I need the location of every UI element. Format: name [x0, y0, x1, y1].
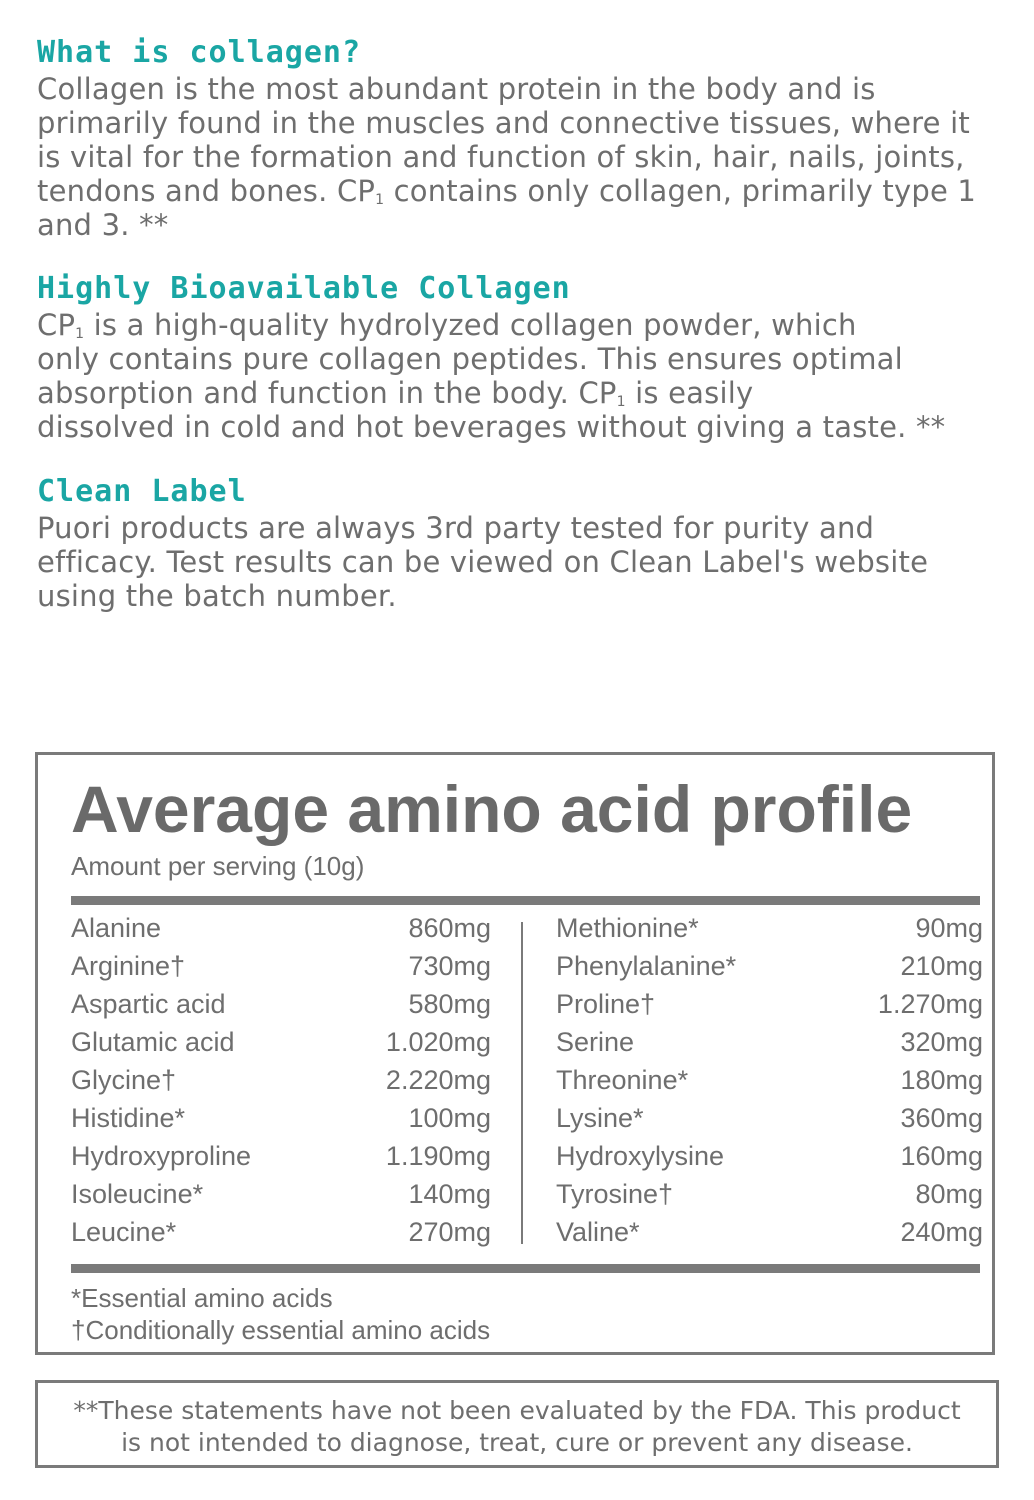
amino-row — [556, 1175, 983, 1213]
amino-row — [71, 947, 491, 985]
amino-name: Arginine† — [71, 951, 186, 981]
body-line: and 3. ** — [37, 208, 169, 242]
amino-name: Isoleucine* — [71, 1179, 204, 1209]
disclaimer-line: **These statements have not been evaluated by the FDA. This product — [73, 1396, 961, 1425]
amino-column-left — [71, 909, 491, 1251]
footnote-conditional: †Conditionally essential amino acids — [71, 1315, 491, 1345]
amino-amount: 320mg — [900, 1027, 983, 1057]
amino-row — [71, 1137, 491, 1175]
section-clean-label — [37, 475, 997, 613]
amino-row — [556, 947, 983, 985]
amino-name: Threonine* — [556, 1065, 689, 1095]
section-heading: Clean Label — [37, 474, 247, 509]
amino-footnotes — [71, 1282, 490, 1346]
amino-row — [556, 985, 983, 1023]
body-line: is vital for the formation and function of skin, hair, nails, joints, — [37, 140, 965, 174]
amino-name: Hydroxyproline — [71, 1141, 252, 1171]
amino-title: Average amino acid profile — [71, 772, 913, 846]
amino-row — [71, 1099, 491, 1137]
section-what-is-collagen — [37, 36, 997, 242]
amino-amount: 360mg — [900, 1103, 983, 1133]
amino-name: Histidine* — [71, 1103, 186, 1133]
amino-name: Hydroxylysine — [556, 1141, 725, 1171]
amino-amount: 1.020mg — [385, 1027, 491, 1057]
section-heading: What is collagen? — [37, 35, 362, 70]
section-body — [37, 72, 997, 242]
divider-top — [71, 896, 980, 905]
fda-disclaimer — [35, 1380, 999, 1468]
amino-name: Methionine* — [556, 913, 699, 943]
amino-amount: 1.190mg — [385, 1141, 491, 1171]
amino-subtitle: Amount per serving (10g) — [71, 851, 365, 881]
body-line: dissolved in cold and hot beverages without giving a taste. ** — [37, 410, 946, 444]
amino-row — [71, 1023, 491, 1061]
amino-name: Glycine† — [71, 1065, 177, 1095]
amino-amount: 580mg — [408, 989, 491, 1019]
amino-name: Alanine — [71, 913, 162, 943]
amino-row — [71, 909, 491, 947]
amino-amount: 2.220mg — [385, 1065, 491, 1095]
amino-amount: 1.270mg — [877, 989, 983, 1019]
amino-amount: 210mg — [900, 951, 983, 981]
amino-row — [556, 1137, 983, 1175]
amino-row — [556, 1213, 983, 1251]
amino-name: Aspartic acid — [71, 989, 226, 1019]
divider-bottom — [71, 1264, 980, 1273]
amino-name: Valine* — [556, 1217, 640, 1247]
section-body — [37, 308, 997, 444]
amino-name: Glutamic acid — [71, 1027, 235, 1057]
amino-name: Lysine* — [556, 1103, 644, 1133]
body-line: absorption and function in the body. $CP_1$ is easily — [37, 376, 754, 410]
amino-column-right — [556, 909, 983, 1251]
footnote-essential: *Essential amino acids — [71, 1283, 333, 1313]
amino-amount: 140mg — [408, 1179, 491, 1209]
amino-row — [71, 1061, 491, 1099]
amino-row — [71, 1175, 491, 1213]
amino-amount: 90mg — [915, 913, 983, 943]
subscript: 1 — [375, 192, 385, 208]
body-line: using the batch number. — [37, 579, 397, 613]
amino-name: Tyrosine† — [556, 1179, 674, 1209]
amino-name: Phenylalanine* — [556, 951, 737, 981]
section-body — [37, 511, 997, 613]
amino-name: Leucine* — [71, 1217, 177, 1247]
subscript: 1 — [75, 326, 85, 342]
amino-row — [71, 985, 491, 1023]
amino-row — [556, 1023, 983, 1061]
body-line: $CP_1$ is a high-quality hydrolyzed collagen powder, which — [37, 308, 857, 342]
amino-name: Proline† — [556, 989, 656, 1019]
amino-row — [556, 909, 983, 947]
body-line: Collagen is the most abundant protein in the body and is — [37, 72, 876, 106]
disclaimer-line: is not intended to diagnose, treat, cure or prevent any disease. — [121, 1428, 913, 1457]
amino-row — [556, 1061, 983, 1099]
subscript: 1 — [616, 394, 626, 410]
amino-row — [71, 1213, 491, 1251]
section-heading: Highly Bioavailable Collagen — [37, 271, 571, 306]
amino-row — [556, 1099, 983, 1137]
body-line: efficacy. Test results can be viewed on Clean Label's website — [37, 545, 929, 579]
body-line: primarily found in the muscles and connective tissues, where it — [37, 106, 970, 140]
amino-amount: 240mg — [900, 1217, 983, 1247]
amino-amount: 160mg — [900, 1141, 983, 1171]
amino-name: Serine — [556, 1027, 635, 1057]
amino-amount: 730mg — [408, 951, 491, 981]
body-line: only contains pure collagen peptides. This ensures optimal — [37, 342, 903, 376]
amino-amount: 180mg — [900, 1065, 983, 1095]
section-bioavailable — [37, 272, 997, 444]
amino-amount: 270mg — [408, 1217, 491, 1247]
body-line: Puori products are always 3rd party tested for purity and — [37, 511, 875, 545]
amino-amount: 80mg — [915, 1179, 983, 1209]
amino-acid-panel — [35, 752, 995, 1355]
column-divider — [521, 922, 523, 1244]
amino-amount: 100mg — [408, 1103, 491, 1133]
body-line: tendons and bones. $CP_1$ contains only collagen, primarily type 1 — [37, 174, 977, 208]
amino-amount: 860mg — [408, 913, 491, 943]
